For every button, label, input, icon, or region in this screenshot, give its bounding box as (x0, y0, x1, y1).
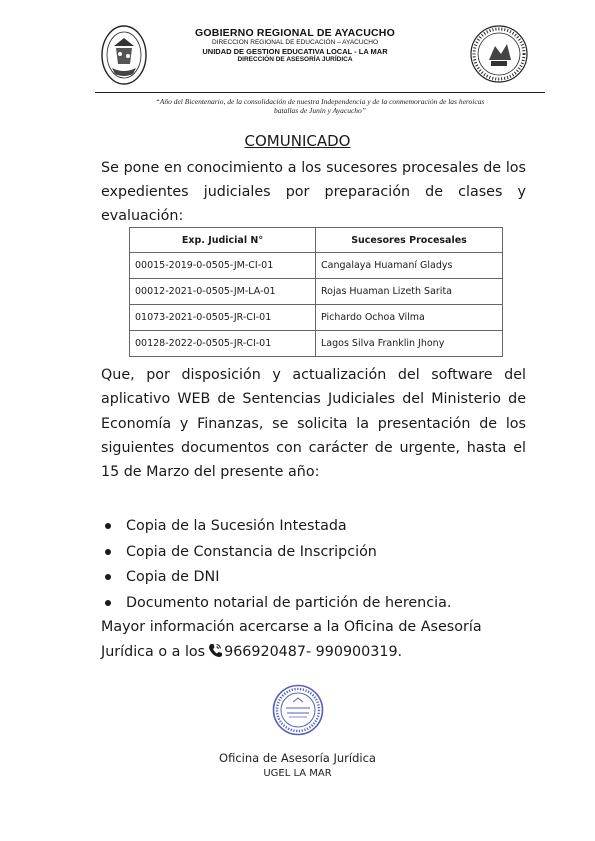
year-motto (105, 97, 535, 115)
ugel-seal (469, 24, 529, 89)
expediente-cell: 00012-2021-0-0505-JM-LA-01 (130, 279, 316, 305)
bullet-icon (105, 600, 111, 606)
expediente-cell: 00128-2022-0-0505-JR-CI-01 (130, 331, 316, 357)
table-header-row (130, 228, 503, 253)
letterhead (90, 27, 500, 64)
sucesor-cell: Cangalaya Huamaní Gladys (316, 253, 503, 279)
contact-line-1: Mayor información acercarse a la Oficina de Asesoría (101, 619, 482, 635)
intro-paragraph: Se pone en conocimiento a los sucesores procesales de los expedientes judiciales por preparación de clases y evaluación: (101, 160, 526, 224)
page-title: COMUNICADO (244, 132, 351, 150)
document-label: Documento notarial de partición de herencia. (126, 595, 452, 612)
table-row (130, 253, 503, 279)
unit-name: UNIDAD DE GESTION EDUCATIVA LOCAL - LA MAR (202, 47, 388, 56)
bullet-icon (105, 523, 111, 529)
request-paragraph: Que, por disposición y actualización del software del aplicativo WEB de Sentencias Judiciales del Ministerio de Economía y Finanzas, se solicita la presentación de los siguientes documentos con carácter de urgente, hasta el 15 de Marzo del presente año: (101, 367, 526, 481)
list-item (101, 514, 541, 540)
table-row (130, 331, 503, 357)
bullet-icon (105, 549, 111, 555)
list-item (101, 591, 541, 617)
phone-numbers: 966920487- 990900319. (224, 644, 403, 660)
sucesor-cell: Pichardo Ochoa Vilma (316, 305, 503, 331)
contact-prefix: Jurídica o a los (101, 644, 206, 660)
document-label: Copia de la Sucesión Intestada (126, 518, 347, 534)
footer-office: Oficina de Asesoría Jurídica (219, 751, 376, 765)
column-header-sucesores: Sucesores Procesales (316, 228, 503, 253)
sucesor-cell: Rojas Huaman Lizeth Sarita (316, 279, 503, 305)
direction-name: DIRECCION REGIONAL DE EDUCACIÓN – AYACUCHO (211, 39, 379, 46)
expediente-cell: 01073-2021-0-0505-JR-CI-01 (130, 305, 316, 331)
contact-line-2 (101, 640, 541, 666)
motto-line-2: batallas de Junín y Ayacucho” (274, 106, 366, 115)
office-stamp (272, 684, 324, 741)
header-divider (95, 92, 545, 93)
office-name: DIRECCIÓN DE ASESORÍA JURÍDICA (237, 56, 353, 63)
table-row (130, 305, 503, 331)
list-item (101, 540, 541, 566)
motto-line-1: “Año del Bicentenario, de la consolidación de nuestra Independencia y de la conmemoración de las heroicas (155, 97, 485, 106)
bullet-icon (105, 574, 111, 580)
document-label: Copia de DNI (126, 569, 220, 586)
documents-list (101, 514, 541, 617)
list-item (101, 565, 541, 591)
sucesor-cell: Lagos Silva Franklin Jhony (316, 331, 503, 357)
phone-icon (208, 642, 222, 666)
expediente-cell: 00015-2019-0-0505-JM-CI-01 (130, 253, 316, 279)
table-row (130, 279, 503, 305)
column-header-expediente: Exp. Judicial N° (130, 228, 316, 253)
expedientes-table (129, 227, 503, 357)
footer-unit: UGEL LA MAR (263, 768, 332, 779)
org-name: GOBIERNO REGIONAL DE AYACUCHO (195, 27, 395, 39)
document-label: Copia de Constancia de Inscripción (126, 543, 377, 560)
